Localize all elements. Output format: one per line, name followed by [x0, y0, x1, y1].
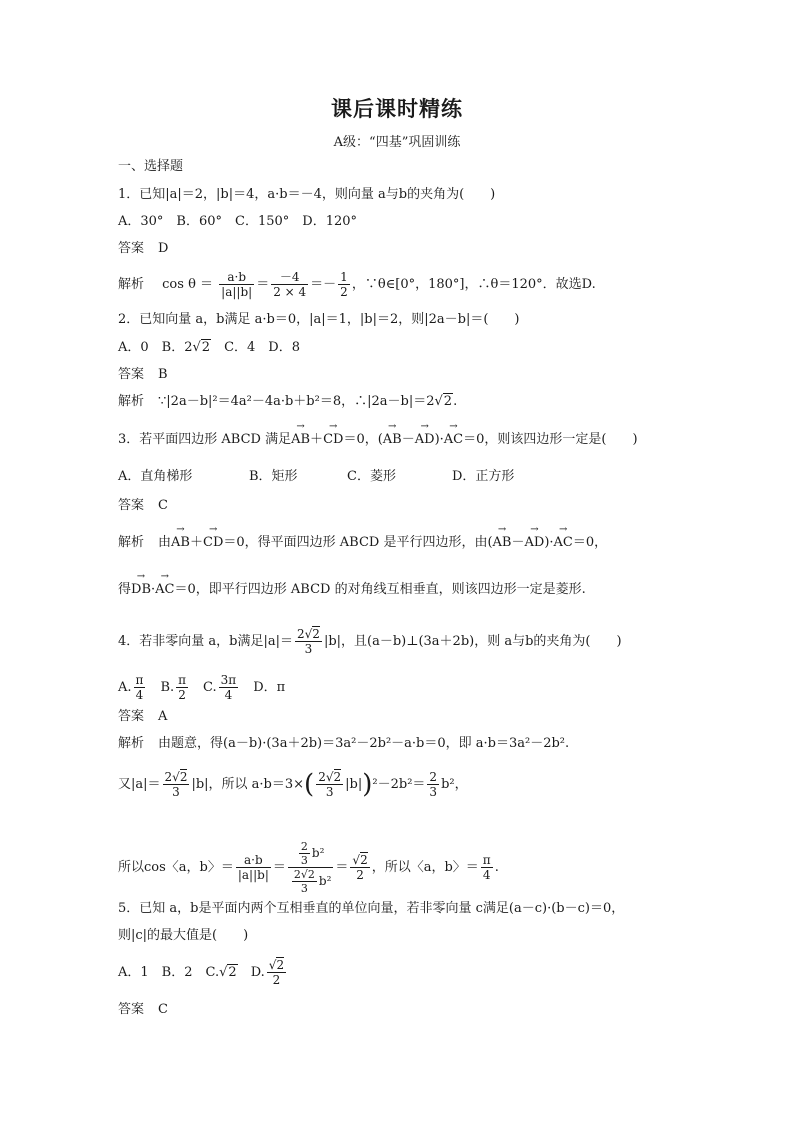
fraction — [316, 770, 343, 799]
numerator: √2 — [352, 853, 368, 867]
denominator: 2 — [178, 688, 186, 702]
denominator: 3 — [300, 882, 308, 895]
text: ＝0， — [572, 535, 608, 550]
vector-AB: → AB — [291, 431, 310, 449]
numerator: 2 — [429, 770, 438, 784]
numerator: 1 — [340, 270, 348, 284]
numerator: π — [178, 673, 187, 687]
numerator: 2√2 — [318, 770, 342, 784]
text: 由题意，得(a－b)·(3a＋2b)＝3a²－2b²－a·b＝0，即 a·b＝3a²－2b². — [158, 736, 570, 751]
equals: ＝ — [272, 860, 286, 875]
pi-over-4 — [134, 673, 146, 702]
text: ＝0，即平行四边形 ABCD 的对角线互相垂直，则该四边形一定是菱形. — [174, 582, 586, 597]
q1-sol-end: ，∵θ∈[0°，180°]，∴θ＝120°．故选D. — [351, 277, 596, 292]
q3-stem-b: ＝0，则该四边形一定是( ) — [463, 432, 638, 447]
q2-options — [118, 339, 300, 357]
numerator: π — [135, 673, 144, 687]
answer-label: 答案 — [118, 709, 145, 724]
vector-CD: → CD — [323, 431, 343, 449]
inner-fraction — [292, 868, 317, 895]
text: ²－2b²＝ — [372, 777, 426, 792]
pi-over-2 — [176, 673, 188, 702]
q2-stem: 2．已知向量 a，b满足 a·b＝0，|a|＝1，|b|＝2，则|2a－b|＝( ) — [118, 312, 520, 327]
inner-fraction — [299, 840, 310, 867]
fraction — [427, 770, 439, 799]
q5-answer — [118, 1001, 168, 1019]
period: . — [494, 860, 499, 875]
fraction — [236, 853, 271, 882]
vector-DB: → DB — [131, 581, 151, 599]
text: )· — [544, 535, 554, 550]
page-subtitle: A级：“四基”巩固训练 — [333, 135, 461, 150]
text: 又|a|＝ — [118, 777, 161, 792]
plus: ＋ — [310, 432, 324, 447]
numerator: a·b — [236, 853, 271, 868]
q4-solution-line1 — [118, 735, 569, 753]
vector-AD: → AD — [525, 534, 545, 552]
equals: ＝ — [335, 860, 349, 875]
radicand: 2 — [360, 853, 368, 867]
answer-label: 答案 — [118, 241, 145, 256]
q2-answer — [118, 366, 168, 384]
coef: 2 — [318, 770, 326, 784]
denominator: 3 — [300, 854, 308, 867]
numerator: √2 — [268, 958, 285, 972]
q1-answer — [118, 240, 168, 258]
answer-label: 答案 — [118, 498, 145, 513]
analysis-label: 解析 — [118, 277, 145, 292]
minus: － — [401, 432, 415, 447]
numerator — [288, 840, 334, 868]
compound-fraction — [288, 840, 334, 895]
denominator: 3 — [325, 785, 334, 799]
q4-fraction — [295, 627, 322, 656]
q5-options — [118, 958, 288, 987]
vector-AC: → AC — [155, 581, 174, 599]
answer-value: D — [158, 241, 169, 256]
q5-stem-1: 5．已知 a，b是平面内两个互相垂直的单位向量，若非零向量 c满足(a－c)·(b－c)＝0， — [118, 901, 625, 916]
radicand: 2 — [312, 627, 320, 641]
q5-stem-2: 则|c|的最大值是( ) — [118, 928, 249, 943]
vector-CD: → CD — [203, 534, 223, 552]
q3-answer — [118, 497, 168, 515]
dot: · — [151, 582, 156, 597]
sqrt-symbol: √2 — [219, 965, 237, 980]
denominator — [288, 868, 334, 895]
vector-AB: → AB — [383, 431, 402, 449]
answer-value: C — [158, 498, 168, 513]
q1-fraction-2 — [271, 270, 308, 299]
page-title: 课后课时精练 — [331, 96, 463, 121]
q1-sol-text: cos θ ＝ — [162, 277, 214, 292]
denominator: 4 — [482, 868, 491, 882]
coef: 2 — [164, 770, 173, 784]
q3-stem — [118, 431, 638, 449]
q3-option-d: D．正方形 — [452, 469, 515, 484]
period: . — [453, 394, 458, 409]
denominator: 2 × 4 — [273, 285, 307, 299]
numerator: 2√2 — [297, 627, 320, 641]
vector-AD: → AD — [415, 431, 435, 449]
q4-solution-line3 — [118, 840, 499, 895]
q3-mid-1: ＝0，( — [343, 432, 383, 447]
option-label: C. — [203, 680, 217, 695]
vector-AB: → AB — [493, 534, 512, 552]
coef: 2 — [293, 868, 301, 881]
text: b²， — [441, 777, 468, 792]
radicand: 2 — [443, 394, 453, 409]
right-paren: ) — [362, 769, 373, 800]
answer-label: 答案 — [118, 1002, 145, 1017]
text: 由 — [158, 535, 172, 550]
denominator: 4 — [224, 688, 233, 702]
q1-solution — [118, 270, 596, 299]
q3-solution-line1 — [118, 534, 607, 552]
option-d: D．π — [253, 680, 286, 695]
denominator: 4 — [135, 688, 144, 702]
numerator: 2 — [300, 840, 308, 853]
q3-stem-a: 3．若平面四边形 ABCD 满足 — [118, 432, 292, 447]
q1-fraction-1 — [219, 270, 254, 299]
radicand: 2 — [333, 770, 342, 784]
text: b² — [318, 874, 332, 888]
radicand: 2 — [307, 868, 315, 881]
denominator: 2 — [340, 285, 348, 299]
q3-option-b: B．矩形 — [249, 469, 298, 484]
option-label: B. — [160, 680, 175, 695]
q4-solution-line2 — [118, 770, 468, 799]
vector-AB: → AB — [171, 534, 190, 552]
answer-value: A — [158, 709, 168, 724]
plus: ＋ — [189, 535, 203, 550]
equals: ＝ — [256, 277, 270, 292]
numerator: 2√2 — [164, 770, 188, 784]
q1-stem: 1．已知|a|＝2，|b|＝4，a·b＝－4，则向量 a与b的夹角为( ) — [118, 187, 496, 202]
option-label: A. — [118, 680, 132, 695]
text: ＝0，得平面四边形 ABCD 是平行四边形，由( — [223, 535, 493, 550]
fraction — [163, 770, 190, 799]
denominator: 3 — [304, 642, 313, 656]
q4-options — [118, 673, 285, 702]
text: |b| — [345, 777, 363, 792]
answer-value: B — [158, 367, 168, 382]
denominator: |a||b| — [237, 868, 269, 882]
radicand: 2 — [276, 958, 285, 972]
q3-option-c: C．菱形 — [347, 469, 396, 484]
fraction — [267, 958, 286, 987]
denominator: 2 — [272, 973, 281, 987]
vector-AC: → AC — [554, 534, 573, 552]
q4-stem — [118, 627, 622, 656]
denominator: 2 — [356, 868, 364, 882]
radicand: 2 — [179, 770, 188, 784]
fraction — [481, 853, 493, 882]
q2-opt-b: C．4 D．8 — [211, 340, 300, 355]
q2-sol-text: ∵|2a－b|²＝4a²－4a·b＋b²＝8，∴|2a－b|＝2 — [158, 394, 435, 409]
numerator: 2√2 — [293, 868, 315, 881]
numerator: a·b — [219, 270, 254, 285]
left-paren: ( — [304, 769, 315, 800]
fraction — [350, 853, 369, 882]
q2-opt-a: A．0 B．2 — [118, 340, 193, 355]
text: 所以cos〈a，b〉＝ — [118, 860, 234, 875]
numerator: 3π — [220, 673, 237, 687]
denominator: |a||b| — [221, 285, 253, 299]
q2-solution — [118, 393, 457, 411]
analysis-label: 解析 — [118, 736, 145, 751]
numerator: －4 — [271, 270, 308, 285]
answer-value: C — [158, 1002, 168, 1017]
radicand: 2 — [228, 965, 237, 980]
text: |b|，且(a－b)⊥(3a＋2b)，则 a与b的夹角为( ) — [323, 634, 622, 649]
text: |b|，所以 a·b＝3× — [191, 777, 305, 792]
answer-label: 答案 — [118, 367, 145, 382]
text: ，所以〈a，b〉＝ — [371, 860, 479, 875]
q3-option-a: A．直角梯形 — [118, 469, 193, 484]
three-pi-over-4 — [219, 673, 239, 702]
vector-AC: → AC — [444, 431, 463, 449]
q4-answer — [118, 708, 167, 726]
sqrt-symbol: √2 — [192, 340, 211, 355]
sqrt-symbol: √2 — [434, 394, 453, 409]
numerator: π — [482, 853, 491, 867]
q1-fraction-3 — [338, 270, 350, 299]
analysis-label: 解析 — [118, 394, 145, 409]
text: 4．若非零向量 a，b满足|a|＝ — [118, 634, 293, 649]
section-heading: 一、选择题 — [118, 159, 184, 174]
denominator: 3 — [429, 785, 438, 799]
equals-negative: ＝－ — [310, 277, 337, 292]
denominator: 3 — [172, 785, 180, 799]
text: 得 — [118, 582, 132, 597]
analysis-label: 解析 — [118, 535, 145, 550]
minus: － — [511, 535, 525, 550]
q3-mid-2: )· — [434, 432, 444, 447]
text: D. — [237, 965, 265, 980]
q1-options: A．30° B．60° C．150° D．120° — [118, 214, 358, 229]
text: b² — [311, 846, 325, 860]
text: A．1 B．2 C. — [118, 965, 220, 980]
radicand: 2 — [201, 340, 211, 355]
q3-solution-line2 — [118, 581, 586, 599]
coef: 2 — [297, 627, 305, 641]
